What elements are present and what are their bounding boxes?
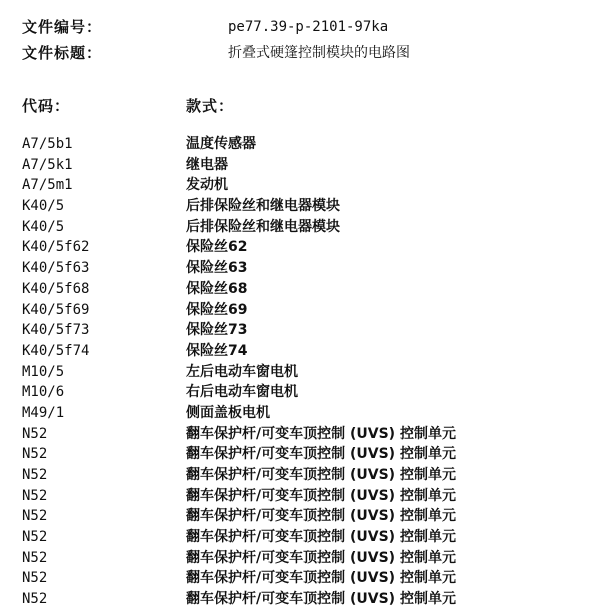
component-code: M10/5 — [22, 363, 65, 380]
component-code: K40/5f63 — [22, 260, 90, 277]
component-description: 后排保险丝和继电器模块 — [186, 218, 340, 235]
table-row — [22, 258, 592, 279]
component-code: N52 — [22, 591, 48, 608]
component-description: 翻车保护杆/可变车顶控制 (UVS) 控制单元 — [186, 570, 456, 587]
table-row — [22, 237, 592, 258]
component-description: 保险丝73 — [186, 322, 248, 339]
component-code: A7/5m1 — [22, 177, 73, 194]
table-row — [22, 341, 592, 362]
component-list — [22, 134, 592, 610]
component-code: A7/5b1 — [22, 136, 73, 152]
component-code: K40/5 — [22, 198, 65, 215]
table-row — [22, 362, 592, 383]
component-description: 保险丝68 — [186, 280, 248, 297]
component-code: K40/5f68 — [22, 280, 90, 297]
document-number-label: 文件编号： — [22, 18, 103, 36]
table-row — [22, 486, 592, 507]
component-description: 继电器 — [186, 156, 228, 173]
table-row — [22, 279, 592, 300]
component-description: 翻车保护杆/可变车顶控制 (UVS) 控制单元 — [186, 591, 456, 608]
table-row — [22, 444, 592, 465]
component-code: K40/5f74 — [22, 342, 90, 359]
document-title-label: 文件标题： — [22, 44, 103, 62]
component-description: 翻车保护杆/可变车顶控制 (UVS) 控制单元 — [186, 549, 456, 566]
component-code: N52 — [22, 487, 48, 504]
table-row — [22, 506, 592, 527]
table-row — [22, 134, 592, 155]
table-row — [22, 300, 592, 321]
component-code: N52 — [22, 508, 48, 525]
table-row — [22, 217, 592, 238]
table-row — [22, 465, 592, 486]
component-description: 翻车保护杆/可变车顶控制 (UVS) 控制单元 — [186, 446, 456, 463]
table-row — [22, 382, 592, 403]
component-code: K40/5 — [22, 218, 65, 235]
component-code: M49/1 — [22, 404, 65, 421]
document-number-value: pe77.39-p-2101-97ka — [228, 19, 389, 35]
table-row — [22, 196, 592, 217]
component-code: K40/5f69 — [22, 301, 90, 318]
component-description: 翻车保护杆/可变车顶控制 (UVS) 控制单元 — [186, 487, 456, 504]
document-title-value: 折叠式硬篷控制模块的电路图 — [228, 45, 410, 61]
table-row — [22, 155, 592, 176]
component-description: 保险丝69 — [186, 301, 248, 318]
component-code: N52 — [22, 529, 48, 546]
component-code: K40/5f62 — [22, 239, 90, 256]
table-row — [22, 424, 592, 445]
component-description: 右后电动车窗电机 — [186, 384, 298, 401]
component-code: N52 — [22, 570, 48, 587]
component-description: 翻车保护杆/可变车顶控制 (UVS) 控制单元 — [186, 467, 456, 483]
table-row — [22, 403, 592, 424]
component-description: 翻车保护杆/可变车顶控制 (UVS) 控制单元 — [186, 425, 456, 442]
component-description: 保险丝63 — [186, 260, 248, 277]
component-code: N52 — [22, 467, 48, 483]
component-code: N52 — [22, 446, 48, 463]
table-row — [22, 527, 592, 548]
component-description: 温度传感器 — [186, 136, 256, 152]
component-description: 翻车保护杆/可变车顶控制 (UVS) 控制单元 — [186, 529, 456, 546]
component-code: K40/5f73 — [22, 322, 90, 339]
table-row — [22, 320, 592, 341]
component-description: 侧面盖板电机 — [186, 404, 270, 421]
header-description: 款式： — [186, 97, 235, 115]
component-description: 发动机 — [186, 177, 228, 194]
table-row — [22, 548, 592, 569]
table-row — [22, 589, 592, 610]
header-code: 代码： — [22, 97, 71, 115]
component-description: 翻车保护杆/可变车顶控制 (UVS) 控制单元 — [186, 508, 456, 525]
table-row — [22, 568, 592, 589]
component-code: N52 — [22, 425, 48, 442]
component-code: A7/5k1 — [22, 156, 73, 173]
component-description: 保险丝62 — [186, 239, 248, 256]
component-description: 后排保险丝和继电器模块 — [186, 198, 340, 215]
component-description: 左后电动车窗电机 — [186, 363, 298, 380]
component-code: M10/6 — [22, 384, 65, 401]
component-code: N52 — [22, 549, 48, 566]
table-row — [22, 175, 592, 196]
component-description: 保险丝74 — [186, 342, 248, 359]
